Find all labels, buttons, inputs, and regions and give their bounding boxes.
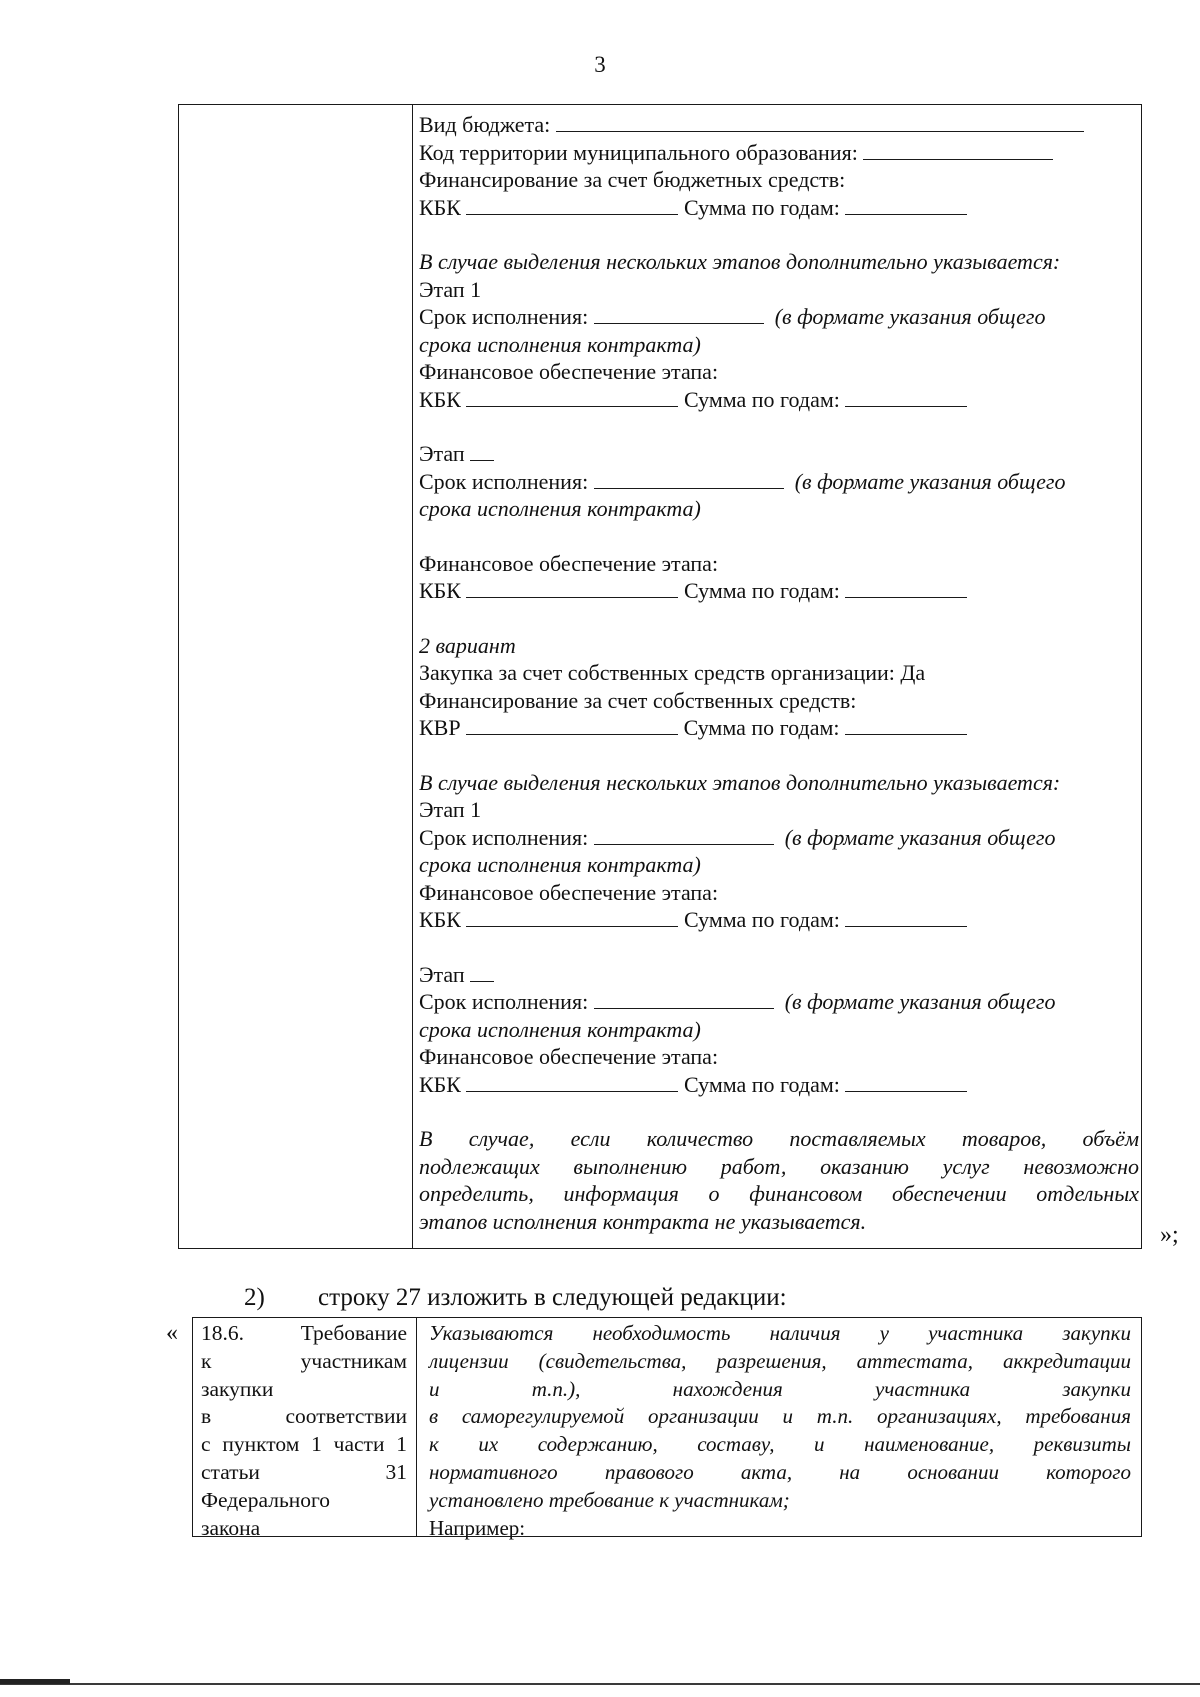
stage-n-label: Этап — [419, 441, 465, 466]
stage-1-label: Этап 1 — [419, 797, 482, 822]
stage-finance-label: Финансовое обеспечение этапа: — [419, 359, 719, 384]
term-label: Срок исполнения: — [419, 468, 589, 494]
kbk-line — [419, 577, 1139, 605]
sum-by-years-field[interactable] — [845, 716, 967, 735]
requirement-text-line: и т.п.), нахождения участника закупки — [429, 1376, 1131, 1401]
term-label: Срок исполнения: — [419, 304, 589, 329]
kbk-label: КБК — [419, 386, 461, 412]
stage-finance-label: Финансовое обеспечение этапа: — [419, 879, 719, 905]
term-label: Срок исполнения: — [419, 824, 589, 850]
sum-by-years-field[interactable] — [845, 196, 967, 215]
stage-1-label: Этап 1 — [419, 276, 482, 302]
stage-term-line — [419, 824, 1139, 852]
opening-quote: « — [166, 1320, 178, 1346]
term-label: Срок исполнения: — [419, 989, 589, 1014]
kbk-label: КБК — [419, 578, 461, 603]
section-text: строку 27 изложить в следующей редакции: — [318, 1284, 787, 1311]
kbk-line — [419, 1071, 1139, 1099]
kbk-field[interactable] — [466, 908, 678, 927]
requirement-title-cell — [201, 1320, 407, 1542]
stage-term-line — [419, 303, 1139, 331]
requirement-description-cell — [429, 1320, 1131, 1542]
territory-code-label: Код территории муниципального образования: — [419, 139, 858, 165]
term-field[interactable] — [594, 990, 774, 1009]
page-number: 3 — [594, 52, 606, 77]
kbk-label: КБК — [419, 194, 461, 220]
requirement-title-line: 18.6. Требование — [201, 1321, 407, 1345]
stage-n-line — [419, 440, 1139, 468]
term-field[interactable] — [594, 826, 774, 845]
requirement-text-line: нормативного правового акта, на основании которого — [429, 1459, 1131, 1484]
financing-table — [178, 104, 1142, 1249]
territory-code-line — [419, 139, 1139, 167]
stage-number-field[interactable] — [470, 442, 494, 461]
stage-n-label: Этап — [419, 961, 465, 987]
kbk-line — [419, 906, 1139, 934]
sum-by-years-field[interactable] — [845, 579, 967, 598]
sum-by-years-label: Сумма по годам: — [683, 715, 840, 740]
sum-by-years-label: Сумма по годам: — [683, 1071, 840, 1097]
section-number: 2) — [244, 1284, 265, 1311]
table-column-divider — [416, 1317, 417, 1537]
closing-quote: »; — [1160, 1222, 1179, 1248]
term-field[interactable] — [594, 305, 764, 324]
requirement-title-line: закупки — [201, 1376, 274, 1401]
kbk-field[interactable] — [466, 579, 678, 598]
final-note-line: определить, информация о финансовом обеспечении отдельных — [419, 1181, 1139, 1206]
requirement-text-line: к их содержанию, составу, и наименование, реквизиты — [429, 1432, 1131, 1457]
requirement-title-line: закона — [201, 1515, 261, 1540]
term-note: (в формате указания общего — [784, 989, 1056, 1014]
requirement-text-line: в саморегулируемой организации и т.п. организациях, требования — [429, 1404, 1131, 1429]
term-note-cont: срока исполнения контракта) — [419, 331, 701, 357]
final-note-line: подлежащих выполнению работ, оказанию услуг невозможно — [419, 1153, 1139, 1179]
kbk-line — [419, 194, 1139, 222]
sum-by-years-label: Сумма по годам: — [683, 907, 840, 932]
scan-edge-line — [0, 1683, 1200, 1685]
term-note: (в формате указания общего — [794, 468, 1066, 494]
final-note-line: этапов исполнения контракта не указывается. — [419, 1208, 867, 1234]
term-field[interactable] — [594, 470, 784, 489]
stages-note: В случае выделения нескольких этапов дополнительно указывается: — [419, 769, 1061, 795]
sum-by-years-field[interactable] — [845, 1073, 967, 1092]
kbk-field[interactable] — [466, 1073, 678, 1092]
requirements-table — [192, 1317, 1142, 1540]
sum-by-years-field[interactable] — [845, 388, 967, 407]
stage-finance-label: Финансовое обеспечение этапа: — [419, 550, 719, 576]
kbk-label: КБК — [419, 1071, 461, 1097]
sum-by-years-label: Сумма по годам: — [683, 386, 840, 412]
budget-type-label: Вид бюджета: — [419, 112, 551, 137]
kvr-field[interactable] — [466, 716, 678, 735]
term-note: (в формате указания общего — [774, 304, 1046, 329]
table-column-divider — [412, 104, 413, 1249]
term-note-cont: срока исполнения контракта) — [419, 1016, 701, 1042]
sum-by-years-field[interactable] — [845, 908, 967, 927]
own-funds-purchase: Закупка за счет собственных средств организации: Да — [419, 660, 926, 685]
requirement-title-line: статьи 31 — [201, 1459, 407, 1484]
stage-term-line — [419, 988, 1139, 1016]
requirement-text-line: Указываются необходимость наличия у участника закупки — [429, 1321, 1131, 1345]
requirement-title-line: в соответствии — [201, 1404, 407, 1429]
sum-by-years-label: Сумма по годам: — [683, 578, 840, 603]
budget-type-field[interactable] — [556, 113, 1084, 132]
scan-edge-mark — [0, 1679, 70, 1684]
term-note-cont: срока исполнения контракта) — [419, 852, 701, 877]
final-note-line: В случае, если количество поставляемых товаров, объём — [419, 1126, 1139, 1151]
term-note: (в формате указания общего — [784, 824, 1056, 850]
section-2-heading — [244, 1284, 787, 1312]
kbk-field[interactable] — [466, 196, 678, 215]
kbk-field[interactable] — [466, 388, 678, 407]
term-note-cont: срока исполнения контракта) — [419, 496, 701, 521]
kbk-label: КБК — [419, 907, 461, 932]
sum-by-years-label: Сумма по годам: — [683, 194, 840, 220]
requirement-text-line: установлено требование к участникам; — [429, 1487, 790, 1512]
budget-financing-label: Финансирование за счет бюджетных средств: — [419, 167, 846, 192]
stage-n-line — [419, 961, 1139, 989]
example-label: Например: — [429, 1515, 526, 1540]
stage-term-line — [419, 468, 1139, 496]
stages-note: В случае выделения нескольких этапов дополнительно указывается: — [419, 249, 1061, 274]
stage-finance-label: Финансовое обеспечение этапа: — [419, 1044, 719, 1069]
requirement-title-line: к участникам — [201, 1348, 407, 1373]
requirement-text-line: лицензии (свидетельства, разрешения, аттестата, аккредитации — [429, 1348, 1131, 1373]
kbk-line — [419, 386, 1139, 414]
kvr-line — [419, 714, 1139, 742]
variant-2-heading: 2 вариант — [419, 632, 516, 658]
stage-number-field[interactable] — [470, 963, 494, 982]
requirement-title-line: с пунктом 1 части 1 — [201, 1432, 407, 1457]
budget-type-line — [419, 111, 1139, 139]
requirement-title-line: Федерального — [201, 1487, 331, 1512]
own-funds-finance-label: Финансирование за счет собственных средств: — [419, 687, 857, 713]
financing-cell — [419, 111, 1139, 1235]
territory-code-field[interactable] — [863, 141, 1053, 160]
kvr-label: КВР — [419, 715, 461, 740]
